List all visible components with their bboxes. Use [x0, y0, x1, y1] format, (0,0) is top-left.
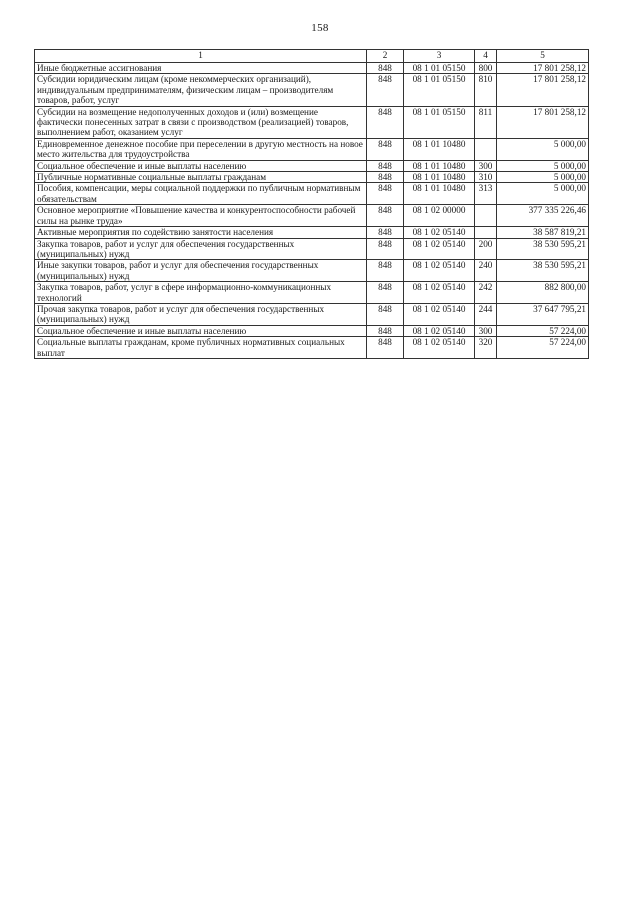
row-name: Активные мероприятия по содействию занятости населения [35, 227, 367, 238]
row-expense-type: 320 [475, 337, 497, 359]
header-row [35, 50, 589, 63]
row-name: Субсидии юридическим лицам (кроме некоммерческих организаций), индивидуальным предпринимателям, физическим лицам – производителям товаров, работ, услуг [35, 74, 367, 106]
table-row [35, 238, 589, 260]
row-target-article: 08 1 02 05140 [404, 303, 475, 325]
row-grbs-code: 848 [367, 260, 404, 282]
row-target-article: 08 1 01 10480 [404, 183, 475, 205]
row-grbs-code: 848 [367, 172, 404, 183]
table-row [35, 282, 589, 304]
row-expense-type: 811 [475, 106, 497, 138]
header-col-2: 2 [367, 50, 404, 63]
row-name: Пособия, компенсации, меры социальной поддержки по публичным нормативным обязательствам [35, 183, 367, 205]
row-name: Социальное обеспечение и иные выплаты населению [35, 325, 367, 336]
row-name: Закупка товаров, работ и услуг для обеспечения государственных (муниципальных) нужд [35, 238, 367, 260]
row-grbs-code: 848 [367, 303, 404, 325]
row-expense-type: 800 [475, 63, 497, 74]
row-amount: 38 530 595,21 [497, 260, 589, 282]
row-expense-type: 300 [475, 160, 497, 171]
table-row [35, 63, 589, 74]
row-target-article: 08 1 01 05150 [404, 106, 475, 138]
row-name: Социальные выплаты гражданам, кроме публичных нормативных социальных выплат [35, 337, 367, 359]
row-target-article: 08 1 01 10480 [404, 138, 475, 160]
row-name: Иные закупки товаров, работ и услуг для обеспечения государственных (муниципальных) нужд [35, 260, 367, 282]
table-row [35, 303, 589, 325]
row-amount: 377 335 226,46 [497, 205, 589, 227]
row-grbs-code: 848 [367, 238, 404, 260]
table-row [35, 205, 589, 227]
row-grbs-code: 848 [367, 227, 404, 238]
table-row [35, 74, 589, 106]
row-amount: 5 000,00 [497, 160, 589, 171]
row-target-article: 08 1 02 05140 [404, 238, 475, 260]
row-name: Прочая закупка товаров, работ и услуг для обеспечения государственных (муниципальных) нужд [35, 303, 367, 325]
header-col-3: 3 [404, 50, 475, 63]
table-row [35, 160, 589, 171]
row-amount: 5 000,00 [497, 172, 589, 183]
row-grbs-code: 848 [367, 325, 404, 336]
row-name: Социальное обеспечение и иные выплаты населению [35, 160, 367, 171]
row-amount: 17 801 258,12 [497, 63, 589, 74]
table-body [35, 63, 589, 359]
row-expense-type: 300 [475, 325, 497, 336]
row-amount: 38 530 595,21 [497, 238, 589, 260]
table-row [35, 337, 589, 359]
row-target-article: 08 1 01 05150 [404, 63, 475, 74]
row-target-article: 08 1 02 05140 [404, 227, 475, 238]
row-target-article: 08 1 02 05140 [404, 282, 475, 304]
row-target-article: 08 1 02 05140 [404, 260, 475, 282]
row-name: Субсидии на возмещение недополученных доходов и (или) возмещение фактически понесенных затрат в связи с производством (реализацией) товаров, выполнением работ, оказанием услуг [35, 106, 367, 138]
table-row [35, 325, 589, 336]
row-amount: 882 800,00 [497, 282, 589, 304]
row-amount: 17 801 258,12 [497, 74, 589, 106]
row-grbs-code: 848 [367, 63, 404, 74]
row-target-article: 08 1 02 00000 [404, 205, 475, 227]
row-amount: 5 000,00 [497, 138, 589, 160]
row-amount: 17 801 258,12 [497, 106, 589, 138]
row-expense-type: 310 [475, 172, 497, 183]
row-amount: 37 647 795,21 [497, 303, 589, 325]
row-expense-type: 244 [475, 303, 497, 325]
row-expense-type: 240 [475, 260, 497, 282]
header-col-1: 1 [35, 50, 367, 63]
row-amount: 57 224,00 [497, 337, 589, 359]
row-grbs-code: 848 [367, 106, 404, 138]
row-grbs-code: 848 [367, 74, 404, 106]
header-col-4: 4 [475, 50, 497, 63]
row-expense-type: 810 [475, 74, 497, 106]
table-row [35, 138, 589, 160]
table-row [35, 227, 589, 238]
header-col-5: 5 [497, 50, 589, 63]
row-expense-type [475, 138, 497, 160]
table-row [35, 260, 589, 282]
row-grbs-code: 848 [367, 282, 404, 304]
row-expense-type [475, 205, 497, 227]
row-grbs-code: 848 [367, 205, 404, 227]
row-grbs-code: 848 [367, 183, 404, 205]
row-grbs-code: 848 [367, 160, 404, 171]
row-name: Иные бюджетные ассигнования [35, 63, 367, 74]
row-name: Закупка товаров, работ, услуг в сфере информационно-коммуникационных технологий [35, 282, 367, 304]
row-grbs-code: 848 [367, 337, 404, 359]
row-target-article: 08 1 01 05150 [404, 74, 475, 106]
row-amount: 57 224,00 [497, 325, 589, 336]
row-name: Основное мероприятие «Повышение качества и конкурентоспособности рабочей силы на рынке труда» [35, 205, 367, 227]
row-target-article: 08 1 02 05140 [404, 337, 475, 359]
row-grbs-code: 848 [367, 138, 404, 160]
table-row [35, 172, 589, 183]
row-name: Единовременное денежное пособие при переселении в другую местность на новое место жительства для трудоустройства [35, 138, 367, 160]
row-amount: 5 000,00 [497, 183, 589, 205]
budget-table [34, 49, 589, 359]
table-row [35, 106, 589, 138]
row-name: Публичные нормативные социальные выплаты гражданам [35, 172, 367, 183]
row-expense-type: 313 [475, 183, 497, 205]
row-expense-type [475, 227, 497, 238]
row-expense-type: 200 [475, 238, 497, 260]
row-expense-type: 242 [475, 282, 497, 304]
row-target-article: 08 1 01 10480 [404, 160, 475, 171]
row-target-article: 08 1 02 05140 [404, 325, 475, 336]
table-row [35, 183, 589, 205]
row-target-article: 08 1 01 10480 [404, 172, 475, 183]
row-amount: 38 587 819,21 [497, 227, 589, 238]
page-number: 158 [311, 22, 329, 34]
